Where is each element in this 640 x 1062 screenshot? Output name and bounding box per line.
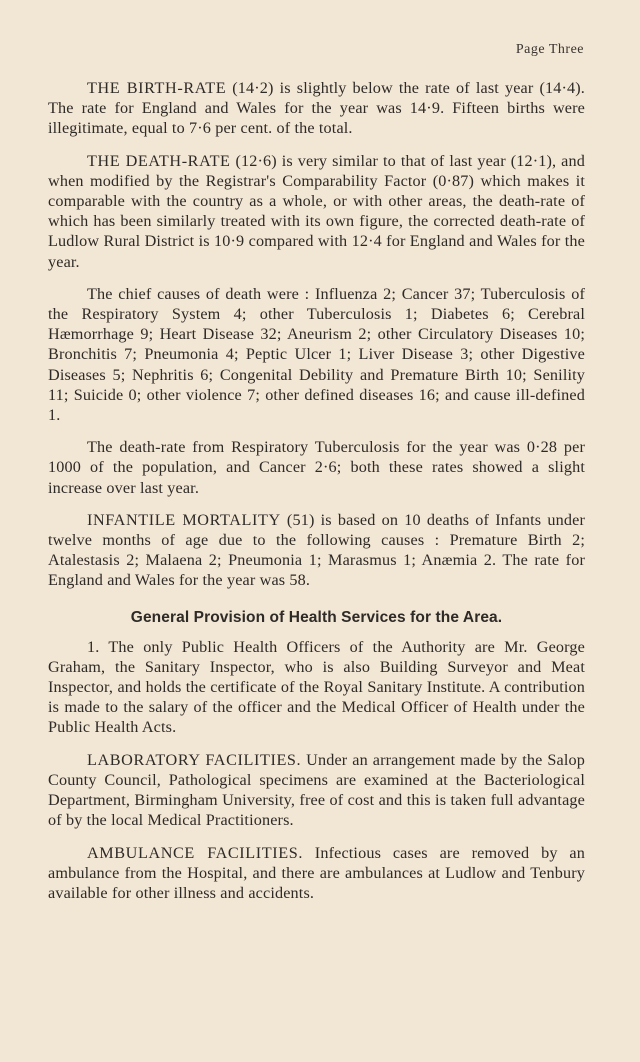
paragraph-text: The death-rate from Respiratory Tuberculosis for the year was 0·28 per 1000 of the population, and Cancer 2·6; both these rates showed a slight increase over last year. — [48, 438, 585, 497]
health-officers-paragraph — [48, 637, 585, 738]
causes-of-death-paragraph — [48, 284, 585, 425]
tuberculosis-rate-paragraph — [48, 437, 585, 498]
laboratory-facilities-paragraph — [48, 750, 585, 831]
section-heading: General Provision of Health Services for the Area. — [130, 608, 503, 626]
paragraph-text: (51) is based on 10 deaths of Infants under twelve months of age due to the following causes : Premature Birth 2; Atalestasis 2; Malaena 2; Pneumonia 1; Marasmus 1; Anæmia 2. The rate for England and Wales for the year was 58. — [48, 510, 585, 590]
paragraph-text: 1. The only Public Health Officers of the Authority are Mr. George Graham, the Sanitary Inspector, who is also Building Surveyor and Meat Inspector, and holds the certificate of the Royal Sanitary Institute. A contribution is made to the salary of the officer and the Medical Officer of Health under the Public Health Acts. — [48, 637, 585, 737]
paragraph-text: (14·2) is slightly below the rate of last year (14·4). The rate for England and Wales for the year was 14·9. Fifteen births were illegitimate, equal to 7·6 per cent. of the total. — [48, 79, 585, 138]
paragraph-lead: THE BIRTH-RATE — [87, 79, 227, 97]
ambulance-facilities-paragraph — [48, 843, 585, 904]
page-body — [48, 78, 585, 915]
paragraph-lead: AMBULANCE FACILITIES. — [87, 843, 303, 862]
paragraph-lead: THE DEATH-RATE — [87, 151, 231, 170]
page-number: Page Three — [515, 42, 584, 57]
paragraph-text: The chief causes of death were : Influenza 2; Cancer 37; Tuberculosis of the Respiratory System 4; other Tuberculosis 1; Diabetes 6; Cerebral Hæmorrhage 9; Heart Disease 32; Aneurism 2; other Circulatory Diseases 10; Bronchitis 7; Pneumonia 4; Peptic Ulcer 1; Liver Disease 3; other Digestive Diseases 5; Nephritis 6; Congenital Debility and Premature Birth 10; Senility 11; Suicide 0; other violence 7; other defined diseases 16; and cause ill-defined 1. — [48, 284, 585, 425]
paragraph-text: Infectious cases are removed by an ambulance from the Hospital, and there are ambulances at Ludlow and Tenbury available for other illness and accidents. — [48, 843, 585, 902]
paragraph-lead: INFANTILE MORTALITY — [87, 510, 281, 529]
death-rate-paragraph — [48, 151, 585, 272]
paragraph-text: (12·6) is very similar to that of last year (12·1), and when modified by the Registrar's Comparability Factor (0·87) which makes it comparable with the country as a whole, or with other areas, the death-rate of which has been similarly treated with its own figure, the corrected death-rate of Ludlow Rural District is 10·9 compared with 12·4 for England and Wales for the year. — [48, 151, 585, 271]
paragraph-text: Under an arrangement made by the Salop County Council, Pathological specimens are examined at the Bacteriological Department, Birmingham University, free of cost and this is taken full advantage of by the local Medical Practitioners. — [48, 750, 585, 830]
paragraph-lead: LABORATORY FACILITIES. — [87, 750, 302, 769]
infantile-mortality-paragraph — [48, 510, 585, 591]
birth-rate-paragraph — [48, 78, 585, 139]
